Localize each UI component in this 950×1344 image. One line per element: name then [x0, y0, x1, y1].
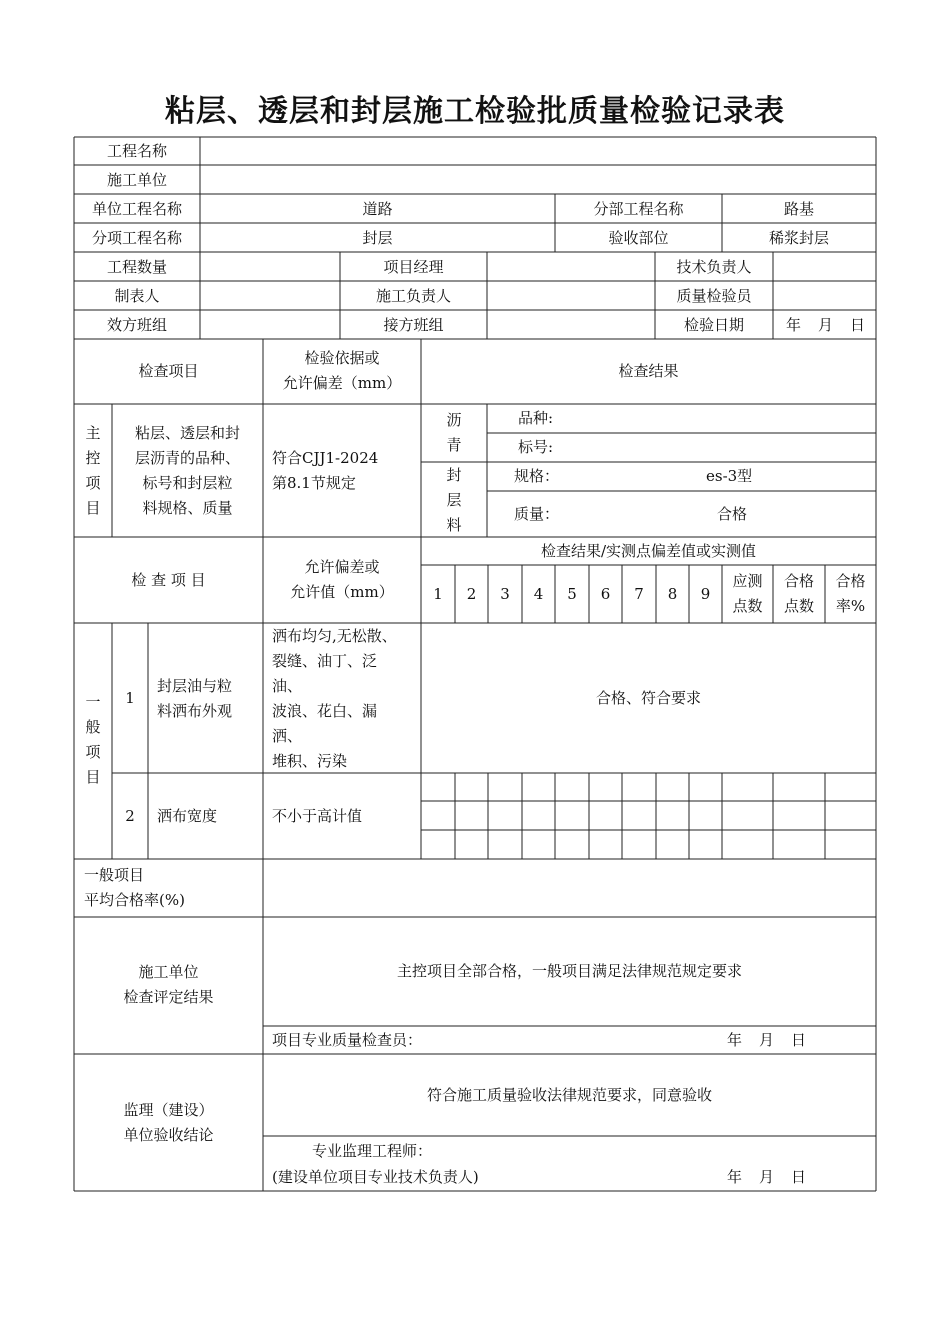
seal-char: 层 — [446, 491, 462, 509]
main-col-basis-2: 允许偏差（mm） — [282, 374, 402, 392]
unit-project-label: 单位工程名称 — [91, 200, 182, 218]
should-measure-label: 点数 — [732, 597, 763, 615]
supervision-result[interactable]: 符合施工质量验收法律规范要求，同意验收 — [426, 1086, 712, 1104]
construction-unit-label: 施工单位 — [106, 171, 167, 189]
owner-tech-lead-label: (建设单位项目专业技术负责人) — [272, 1168, 479, 1186]
main-category-char: 项 — [85, 474, 101, 492]
point-number: 2 — [466, 585, 477, 603]
quality-inspector-label: 质量检验员 — [676, 287, 752, 305]
unit-project-value[interactable]: 道路 — [362, 200, 393, 218]
main-col-item: 检查项目 — [138, 362, 199, 380]
point-number: 1 — [433, 585, 443, 603]
pass-points-label: 合格 — [783, 572, 814, 590]
quantity-label: 工程数量 — [106, 258, 167, 276]
point-number: 4 — [533, 585, 544, 603]
quality-label: 质量： — [514, 505, 560, 523]
should-measure-label: 应测 — [732, 572, 763, 590]
pass-rate-label: 合格 — [835, 572, 866, 590]
inspection-date-label: 检验日期 — [683, 316, 744, 334]
date-day: 日 — [850, 316, 866, 334]
item-tolerance-line: 油、 — [272, 677, 303, 695]
general-col-result: 检查结果/实测点偏差值或实测值 — [540, 542, 757, 560]
asphalt-char: 沥 — [446, 411, 462, 429]
spec-label: 规格： — [514, 467, 560, 485]
general-category-char: 一 — [85, 693, 101, 711]
handover-team-label: 效方班组 — [106, 316, 167, 334]
construction-eval-label: 检查评定结果 — [123, 988, 214, 1006]
main-col-result: 检查结果 — [618, 362, 679, 380]
grade-label: 标号: — [518, 438, 554, 456]
supervising-engineer-label: 专业监理工程师： — [312, 1142, 433, 1160]
main-category-char: 目 — [85, 499, 101, 517]
item-name-line: 料洒布外观 — [157, 702, 233, 720]
general-col-tol-2: 允许值（mm） — [290, 583, 394, 601]
general-col-item: 检 查 项 目 — [131, 571, 206, 589]
date-year: 年 — [786, 316, 802, 334]
construction-eval-result[interactable]: 主控项目全部合格，一般项目满足法律规范规定要求 — [396, 962, 742, 980]
variety-label: 品种: — [518, 409, 554, 427]
sign-year: 年 — [727, 1168, 743, 1186]
sub-project-value[interactable]: 路基 — [783, 200, 814, 218]
item-tolerance-line: 堆积、污染 — [272, 752, 348, 770]
tech-lead-label: 技术负责人 — [676, 258, 752, 276]
seal-char: 封 — [446, 466, 462, 484]
main-basis-line: 符合CJJ1-2024 — [272, 449, 379, 467]
point-number: 7 — [634, 585, 644, 603]
construction-eval-label: 施工单位 — [138, 963, 199, 981]
construction-lead-label: 施工负责人 — [375, 287, 451, 305]
quality-value[interactable]: 合格 — [717, 505, 748, 523]
acceptance-part-label: 验收部位 — [608, 229, 669, 247]
item-result[interactable]: 合格、符合要求 — [595, 689, 701, 707]
main-category-char: 控 — [85, 449, 101, 467]
seal-char: 料 — [446, 516, 462, 534]
item-tolerance-line: 裂缝、油丁、泛 — [272, 652, 378, 670]
sign-day: 日 — [791, 1031, 807, 1049]
main-basis-line: 第8.1节规定 — [272, 474, 356, 492]
main-col-basis-1: 检验依据或 — [304, 349, 380, 367]
date-month: 月 — [818, 316, 834, 334]
supervision-label: 监理（建设） — [123, 1101, 214, 1119]
avg-pass-label: 平均合格率(%) — [84, 891, 185, 909]
receiver-team-label: 接方班组 — [383, 316, 444, 334]
main-category-char: 主 — [85, 424, 101, 442]
item-name-line: 封层油与粒 — [157, 677, 233, 695]
general-category-char: 项 — [85, 743, 101, 761]
acceptance-part-value[interactable]: 稀浆封层 — [768, 229, 829, 247]
pass-points-label: 点数 — [783, 597, 814, 615]
main-item-line: 层沥青的品种、 — [134, 449, 240, 467]
point-number: 8 — [667, 585, 678, 603]
item-tolerance-line: 洒、 — [272, 727, 303, 745]
project-name-label: 工程名称 — [106, 142, 167, 160]
item-tolerance-line: 洒布均匀,无松散、 — [272, 627, 397, 645]
preparer-label: 制表人 — [114, 287, 160, 305]
pass-rate-label: 率% — [835, 597, 866, 615]
item-tolerance-line: 波浪、花白、漏 — [272, 702, 378, 720]
main-item-line: 料规格、质量 — [142, 499, 233, 517]
point-number: 6 — [600, 585, 611, 603]
item-project-value[interactable]: 封层 — [362, 229, 393, 247]
general-category-char: 般 — [85, 718, 101, 736]
sign-month: 月 — [759, 1031, 775, 1049]
point-number: 9 — [700, 585, 711, 603]
page-title: 粘层、透层和封层施工检验批质量检验记录表 — [165, 94, 785, 129]
spec-value[interactable]: es-3型 — [706, 467, 753, 485]
sign-year: 年 — [727, 1031, 743, 1049]
supervision-label: 单位验收结论 — [123, 1126, 214, 1144]
item-number: 1 — [125, 689, 135, 707]
project-manager-label: 项目经理 — [383, 258, 444, 276]
point-number: 5 — [567, 585, 577, 603]
main-item-line: 粘层、透层和封 — [134, 424, 240, 442]
point-number: 3 — [500, 585, 510, 603]
sign-day: 日 — [791, 1168, 807, 1186]
sub-project-label: 分部工程名称 — [593, 200, 684, 218]
item-number: 2 — [125, 807, 135, 825]
item-project-label: 分项工程名称 — [91, 229, 182, 247]
main-item-line: 标号和封层粒 — [142, 474, 233, 492]
item-tolerance: 不小于高计值 — [272, 807, 363, 825]
quality-inspector-sign-label: 项目专业质量检查员： — [272, 1031, 423, 1049]
asphalt-char: 青 — [446, 436, 462, 454]
avg-pass-label: 一般项目 — [84, 866, 145, 884]
general-category-char: 目 — [85, 768, 101, 786]
sign-month: 月 — [759, 1168, 775, 1186]
general-col-tol-1: 允许偏差或 — [304, 558, 380, 576]
item-name: 洒布宽度 — [157, 807, 218, 825]
